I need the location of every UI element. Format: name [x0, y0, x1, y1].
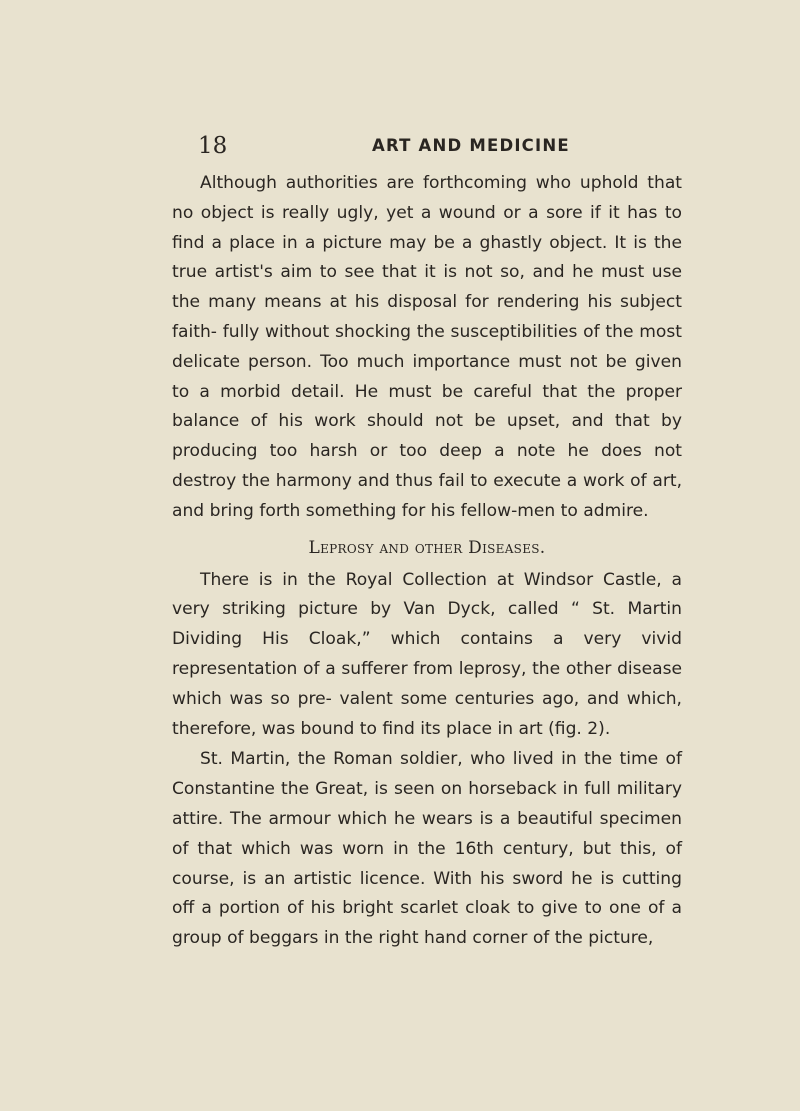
- running-head: [198, 132, 708, 162]
- running-title: ART AND MEDICINE: [372, 136, 570, 155]
- section-heading: Leprosy and other Diseases.: [308, 537, 546, 558]
- main-text: [172, 169, 682, 954]
- paragraph-authorities: Although authorities are forthcoming who uphold that no object is really ugly, yet a wound or a sore if it has to find a place in a picture may be a ghastly object. It is the true artist's aim to see that it is not so, and he must use the many means at his disposal for rendering his subject faith- fully without shocking the susceptibilities of the most delicate person. Too much importance must not be given to a morbid detail. He must be careful that the proper balance of his work should not be upset, and that by producing too harsh or too deep a note he does not destroy the harmony and thus fail to execute a work of art, and bring forth something for his fellow-men to admire.: [172, 173, 682, 521]
- paragraph-st-martin: St. Martin, the Roman soldier, who lived in the time of Constantine the Great, is seen on horseback in full military attire. The armour which he wears is a beautiful specimen of that which was worn in the 16th century, but this, of course, is an artistic licence. With his sword he is cutting off a portion of his bright scarlet cloak to give to one of a group of beggars in the right hand corner of the picture,: [172, 749, 682, 949]
- paragraph-royal-collection: There is in the Royal Collection at Windsor Castle, a very striking picture by Van Dyck, called “ St. Martin Dividing His Cloak,” which contains a very vivid representation of a sufferer from leprosy, the other disease which was so pre- valent some centuries ago, and which, therefore, was bound to find its place in art (fig. 2).: [172, 569, 682, 739]
- page-number: 18: [198, 133, 228, 159]
